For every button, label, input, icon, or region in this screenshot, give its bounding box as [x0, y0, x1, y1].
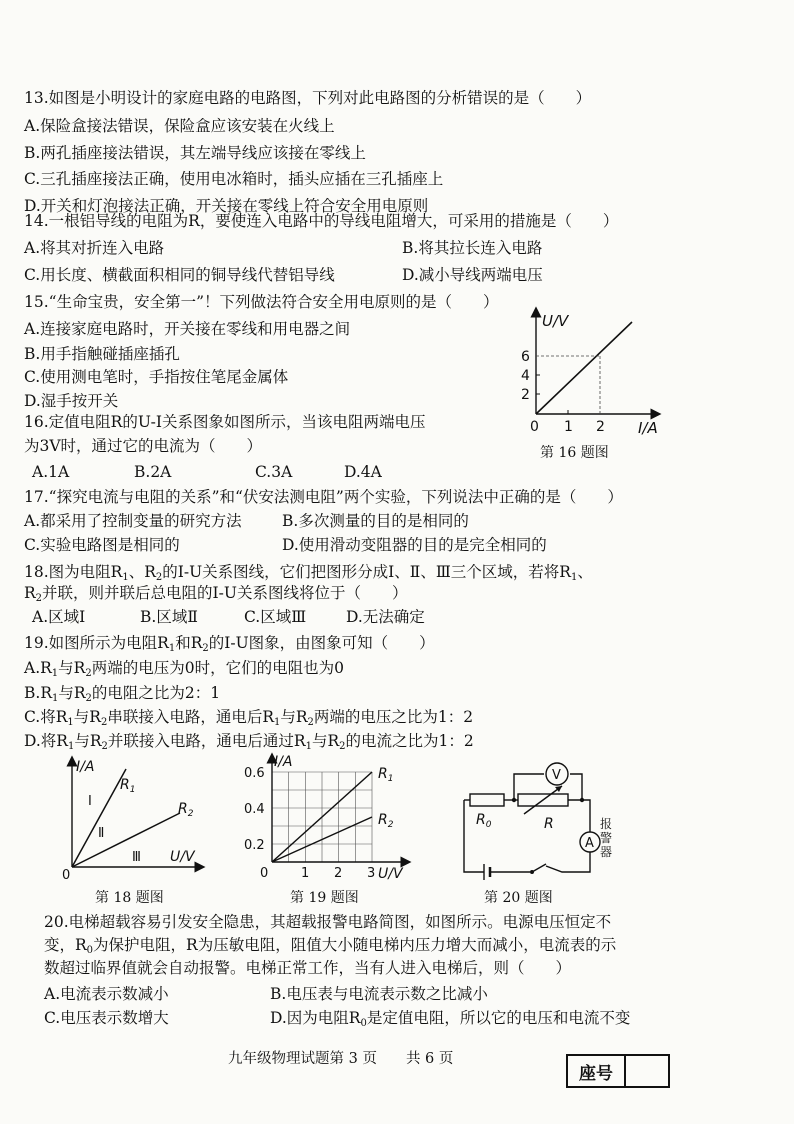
fig20-alarm-char-3: 器 — [600, 845, 613, 859]
q19-option-b: $B.R_1$与$R_2$的电阻之比为2：1 — [24, 684, 221, 704]
q18-option-b: B.区域Ⅱ — [140, 608, 198, 626]
fig16-x-label: I/A — [638, 419, 658, 437]
fig20-caption: 第 20 题图 — [484, 890, 553, 906]
fig19-x-tick-2: 2 — [334, 866, 343, 881]
q14-stem: 14.一根铝导线的电阻为R，要使连入电路中的导线电阻增大，可采用的措施是（ ） — [24, 212, 619, 230]
figure-19-graph — [236, 752, 416, 884]
q19-stem: 19.如图所示为电阻$R_1$和$R_2$的I-U图象，由图象可知（ ） — [24, 634, 435, 654]
fig20-r0-label: $R_0$ — [476, 812, 492, 830]
q18-stem-line2: $R_2$并联，则并联后总电阻的I-U关系图线将位于（ ） — [24, 584, 408, 604]
fig18-x-label: U/V — [170, 849, 195, 865]
fig19-x-label: U/V — [378, 866, 403, 882]
seat-number-label: 座号 — [568, 1056, 626, 1086]
fig18-y-label: I/A — [76, 759, 95, 775]
fig19-x-tick-1: 1 — [301, 866, 310, 881]
figure-18-graph — [58, 755, 208, 883]
q16-option-a: A.1A — [32, 463, 70, 481]
q20-stem-line1: 20.电梯超载容易引发安全隐患，其超载报警电路简图，如图所示。电源电压恒定不 — [44, 913, 612, 931]
fig18-r2-label: $R_2$ — [178, 801, 194, 819]
fig16-y-label: U/V — [542, 312, 569, 330]
q13-option-c: C.三孔插座接法正确，使用电冰箱时，插头应插在三孔插座上 — [24, 170, 444, 188]
q16-option-d: D.4A — [344, 463, 382, 481]
fig18-r2-line — [72, 813, 180, 867]
fig18-caption: 第 18 题图 — [95, 890, 164, 906]
q15-option-a: A.连接家庭电路时，开关接在零线和用电器之间 — [24, 320, 351, 338]
fig16-resistor-line — [536, 322, 632, 414]
fig16-caption: 第 16 题图 — [540, 445, 609, 461]
q19-option-a: $A.R_1$与$R_2$两端的电压为0时，它们的电阻也为0 — [24, 659, 344, 679]
q20-option-b: B.电压表与电流表示数之比减小 — [270, 985, 488, 1003]
fig20-r-label: R — [544, 816, 554, 832]
fig19-r2-label: $R_2$ — [378, 812, 394, 830]
q15-stem: 15.“生命宝贵，安全第一”！下列做法符合安全用电原则的是（ ） — [24, 293, 499, 311]
q17-option-b: B.多次测量的目的是相同的 — [282, 512, 469, 530]
fig16-y-tick-2: 2 — [521, 387, 530, 403]
seat-number-box — [566, 1054, 670, 1088]
fig20-alarm-char-1: 报 — [600, 817, 613, 831]
q17-option-d: D.使用滑动变阻器的目的是完全相同的 — [282, 536, 547, 554]
fig18-region-2: Ⅱ — [98, 826, 105, 841]
q14-option-c: C.用长度、横截面积相同的铜导线代替铝导线 — [24, 266, 335, 284]
q17-option-a: A.都采用了控制变量的研究方法 — [24, 512, 242, 530]
q16-stem-line1: 16.定值电阻R的U-I关系图象如图所示，当该电阻两端电压 — [24, 413, 426, 431]
q16-stem-line2: 为3V时，通过它的电流为（ ） — [24, 437, 263, 455]
fig19-y-tick-0.2: 0.2 — [244, 838, 265, 853]
q17-option-c: C.实验电路图是相同的 — [24, 536, 180, 554]
fig20-switch-blade — [532, 864, 546, 872]
q18-option-c: C.区域Ⅲ — [244, 608, 307, 626]
seat-number-field[interactable] — [626, 1056, 668, 1086]
q13-option-a: A.保险盒接法错误，保险盒应该安装在火线上 — [24, 117, 335, 135]
q20-option-a: A.电流表示数减小 — [44, 985, 169, 1003]
fig16-x-tick-0: 0 — [530, 419, 539, 435]
q13-stem: 13.如图是小明设计的家庭电路的电路图，下列对此电路图的分析错误的是（ ） — [24, 89, 592, 107]
fig16-x-tick-1: 1 — [564, 419, 573, 435]
q19-option-d: D.将$R_1$与$R_2$并联接入电路，通电后通过$R_1$与$R_2$的电流之比为1：2 — [24, 732, 474, 752]
q13-option-b: B.两孔插座接法错误，其左端导线应该接在零线上 — [24, 144, 366, 162]
page-footer: 九年级物理试题第 3 页 共 6 页 — [228, 1051, 454, 1067]
figure-16-graph — [506, 300, 676, 440]
q18-stem-line1: 18.图为电阻$R_1$、$R_2$的I-U关系图线，它们把图形分成Ⅰ、Ⅱ、Ⅲ三个区域，若将$R_1$、 — [24, 563, 593, 583]
fig16-y-tick-4: 4 — [521, 368, 530, 384]
fig18-origin: 0 — [62, 868, 71, 883]
fig20-r0-resistor — [470, 794, 504, 806]
q20-stem-line3: 数超过临界值就会自动报警。电梯正常工作，当有人进入电梯后，则（ ） — [44, 959, 572, 977]
fig18-region-3: Ⅲ — [132, 850, 141, 865]
fig16-x-tick-2: 2 — [596, 419, 605, 435]
q15-option-c: C.使用测电笔时，手指按住笔尾金属体 — [24, 368, 289, 386]
q14-option-b: B.将其拉长连入电路 — [402, 239, 543, 257]
q17-stem: 17.“探究电流与电阻的关系”和“伏安法测电阻”两个实验，下列说法中正确的是（ ） — [24, 488, 623, 506]
q14-option-d: D.减小导线两端电压 — [402, 266, 543, 284]
fig19-x-tick-3: 3 — [367, 866, 376, 881]
q18-option-d: D.无法确定 — [346, 608, 425, 626]
fig16-y-tick-6: 6 — [521, 349, 530, 365]
q16-option-c: C.3A — [255, 463, 293, 481]
q15-option-d: D.湿手按开关 — [24, 392, 119, 410]
q20-option-c: C.电压表示数增大 — [44, 1009, 169, 1027]
q14-option-a: A.将其对折连入电路 — [24, 239, 165, 257]
fig19-y-tick-0.4: 0.4 — [244, 802, 265, 817]
fig20-voltmeter-label: V — [552, 768, 561, 783]
fig19-y-tick-0.6: 0.6 — [244, 766, 265, 781]
q15-option-b: B.用手指触碰插座插孔 — [24, 345, 180, 363]
fig18-r1-label: $R_1$ — [120, 777, 136, 795]
q18-option-a: A.区域Ⅰ — [32, 608, 86, 626]
q20-stem-line2: 变，$R_0$为保护电阻，R为压敏电阻，阻值大小随电梯内压力增大而减小，电流表的示 — [44, 936, 617, 956]
q20-option-d: D.因为电阻$R_0$是定值电阻，所以它的电压和电流不变 — [270, 1009, 631, 1029]
fig19-caption: 第 19 题图 — [290, 890, 359, 906]
fig18-region-1: Ⅰ — [88, 794, 92, 809]
q16-option-b: B.2A — [134, 463, 172, 481]
q19-option-c: C.将$R_1$与$R_2$串联接入电路，通电后$R_1$与$R_2$两端的电压之比为1：2 — [24, 708, 474, 728]
figure-20-circuit — [450, 752, 620, 882]
fig20-ammeter-label: A — [585, 836, 594, 851]
fig20-alarm-char-2: 警 — [600, 831, 613, 845]
q13-option-d: D.开关和灯泡接法正确，开关接在零线上符合安全用电原则 — [24, 197, 429, 215]
fig19-y-label: I/A — [274, 754, 293, 770]
fig19-x-tick-0: 0 — [260, 866, 269, 881]
fig19-r1-label: $R_1$ — [378, 766, 394, 784]
fig18-r1-line — [72, 769, 126, 867]
